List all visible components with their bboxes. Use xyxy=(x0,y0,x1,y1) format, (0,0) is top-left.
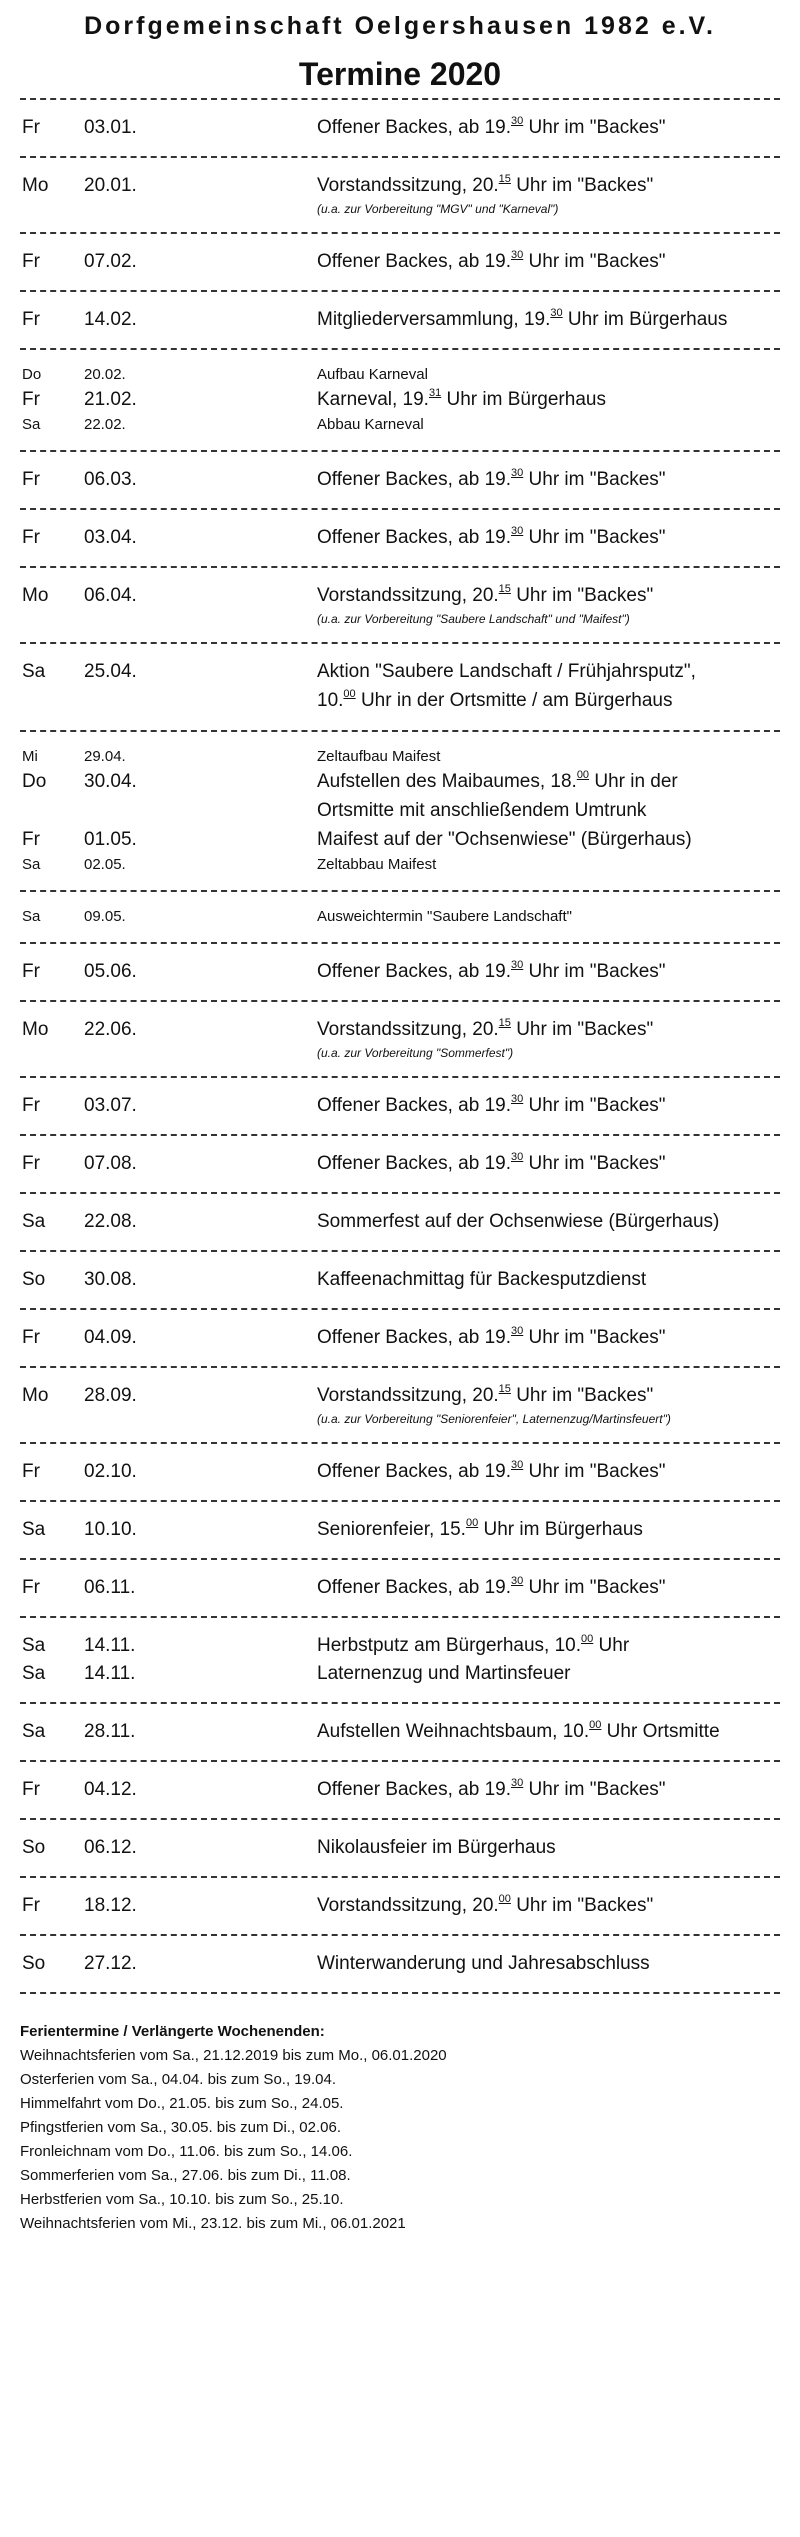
event-text-part: Ausweichtermin "Saubere Landschaft" xyxy=(317,908,572,925)
event-row xyxy=(20,1382,780,1410)
event-date: 14.02. xyxy=(84,309,137,330)
event-entry xyxy=(20,1878,780,1934)
event-description-continued xyxy=(317,686,780,716)
event-date: 06.04. xyxy=(84,585,137,606)
event-row xyxy=(20,658,780,686)
event-date: 30.04. xyxy=(84,771,137,792)
event-description xyxy=(317,1834,780,1862)
time-minutes: 30 xyxy=(511,1151,524,1163)
weekday: Fr xyxy=(22,117,40,138)
event-date: 02.05. xyxy=(84,856,126,873)
event-date: 03.04. xyxy=(84,527,137,548)
event-note: (u.a. zur Vorbereitung "Seniorenfeier", Laternenzug/Martinsfeuert") xyxy=(317,1412,671,1426)
weekday: Fr xyxy=(22,829,40,850)
event-row xyxy=(20,1208,780,1236)
event-text-part: Herbstputz am Bürgerhaus, 10. xyxy=(317,1635,582,1656)
event-entry xyxy=(20,452,780,508)
weekday: Fr xyxy=(22,309,40,330)
holiday-list xyxy=(20,2044,780,2236)
event-entry xyxy=(20,510,780,566)
event-date: 14.11. xyxy=(84,1663,136,1684)
event-description xyxy=(317,1092,780,1120)
time-minutes: 30 xyxy=(511,525,524,537)
weekday: Do xyxy=(22,771,47,792)
holiday-item: Weihnachtsferien vom Mi., 23.12. bis zum Mi., 06.01.2021 xyxy=(20,2215,406,2232)
event-row xyxy=(20,1718,780,1746)
event-date: 22.08. xyxy=(84,1211,137,1232)
event-text-part: Aufstellen des Maibaumes, 18. xyxy=(317,771,577,792)
event-text-part: Aktion "Saubere Landschaft / Frühjahrsputz", xyxy=(317,661,696,682)
event-description xyxy=(317,826,780,854)
event-date: 27.12. xyxy=(84,1953,137,1974)
event-description xyxy=(317,1266,780,1294)
event-date: 10.10. xyxy=(84,1519,137,1540)
event-text-part: Uhr im "Backes" xyxy=(510,1895,654,1916)
weekday: Fr xyxy=(22,1327,40,1348)
event-description xyxy=(317,172,780,200)
event-note: (u.a. zur Vorbereitung "Sommerfest") xyxy=(317,1046,514,1060)
event-text-part: Uhr in der Ortsmitte / am Bürgerhaus xyxy=(355,690,673,711)
event-description xyxy=(317,364,780,386)
event-text-part: Offener Backes, ab 19. xyxy=(317,117,511,138)
event-text-part: Offener Backes, ab 19. xyxy=(317,1327,511,1348)
time-minutes: 15 xyxy=(498,173,511,185)
event-text-part: Offener Backes, ab 19. xyxy=(317,1461,511,1482)
weekday: Mo xyxy=(22,1385,49,1406)
event-entry xyxy=(20,292,780,348)
event-entry xyxy=(20,732,780,890)
event-description xyxy=(317,1718,780,1746)
event-row xyxy=(20,1266,780,1294)
event-row xyxy=(20,386,780,414)
event-row xyxy=(20,364,780,386)
weekday: Fr xyxy=(22,1577,40,1598)
event-text-part: Aufstellen Weihnachtsbaum, 10. xyxy=(317,1721,590,1742)
event-date: 22.02. xyxy=(84,416,126,433)
event-date: 03.07. xyxy=(84,1095,137,1116)
event-text-part: Uhr im "Backes" xyxy=(523,251,666,272)
event-date: 03.01. xyxy=(84,117,137,138)
event-entry xyxy=(20,1704,780,1760)
event-description-continued xyxy=(317,796,780,826)
event-text-part: Offener Backes, ab 19. xyxy=(317,1779,511,1800)
event-text-part: Uhr im Bürgerhaus xyxy=(441,389,606,410)
event-text-part: Uhr im "Backes" xyxy=(510,1019,654,1040)
holiday-item: Sommerferien vom Sa., 27.06. bis zum Di., 11.08. xyxy=(20,2167,351,2184)
event-text-part: Vorstandssitzung, 20. xyxy=(317,585,499,606)
weekday: So xyxy=(22,1269,46,1290)
event-description xyxy=(317,1150,780,1178)
event-description xyxy=(317,1458,780,1486)
weekday: Do xyxy=(22,366,42,383)
weekday: Fr xyxy=(22,389,40,410)
event-date: 06.12. xyxy=(84,1837,137,1858)
weekday: Sa xyxy=(22,908,41,925)
event-row xyxy=(20,768,780,796)
event-description xyxy=(317,1208,780,1236)
time-minutes: 30 xyxy=(511,1325,524,1337)
event-entry xyxy=(20,100,780,156)
event-row xyxy=(20,114,780,142)
event-entry xyxy=(20,1502,780,1558)
holiday-section xyxy=(20,2020,780,2236)
event-text-part: Zeltaufbau Maifest xyxy=(317,748,441,765)
event-description xyxy=(317,1632,780,1660)
event-description xyxy=(317,906,780,928)
holiday-item: Himmelfahrt vom Do., 21.05. bis zum So., 24.05. xyxy=(20,2095,344,2112)
event-description xyxy=(317,746,780,768)
event-text-part: Vorstandssitzung, 20. xyxy=(317,1895,499,1916)
holiday-item: Fronleichnam vom Do., 11.06. bis zum So., 14.06. xyxy=(20,2143,353,2160)
event-date: 28.09. xyxy=(84,1385,137,1406)
time-minutes: 30 xyxy=(550,307,563,319)
event-text-part: Offener Backes, ab 19. xyxy=(317,251,511,272)
event-text-part: Uhr im "Backes" xyxy=(523,961,666,982)
event-row xyxy=(20,1458,780,1486)
weekday: Sa xyxy=(22,416,41,433)
event-row xyxy=(20,854,780,876)
event-row xyxy=(20,1660,780,1688)
event-text-part: Nikolausfeier im Bürgerhaus xyxy=(317,1837,556,1858)
event-description xyxy=(317,1516,780,1544)
event-entry xyxy=(20,1368,780,1442)
event-row xyxy=(20,958,780,986)
event-entry xyxy=(20,234,780,290)
time-minutes: 30 xyxy=(511,1459,524,1471)
event-text-part: Uhr im "Backes" xyxy=(510,175,654,196)
event-description xyxy=(317,466,780,494)
weekday: Sa xyxy=(22,1211,46,1232)
weekday: Fr xyxy=(22,527,40,548)
event-entry xyxy=(20,1002,780,1076)
event-description xyxy=(317,306,780,334)
event-date: 01.05. xyxy=(84,829,137,850)
holiday-title: Ferientermine / Verlängerte Wochenenden: xyxy=(20,2023,325,2040)
time-minutes: 30 xyxy=(511,467,524,479)
event-description xyxy=(317,386,780,414)
event-date: 30.08. xyxy=(84,1269,137,1290)
document-header xyxy=(0,6,800,98)
event-entry xyxy=(20,1310,780,1366)
time-minutes: 00 xyxy=(343,688,356,700)
weekday: Fr xyxy=(22,961,40,982)
event-text-part: Sommerfest auf der Ochsenwiese (Bürgerhaus) xyxy=(317,1211,720,1232)
time-minutes: 30 xyxy=(511,959,524,971)
holiday-item: Osterferien vom Sa., 04.04. bis zum So., 19.04. xyxy=(20,2071,336,2088)
event-description xyxy=(317,1892,780,1920)
event-row xyxy=(20,1092,780,1120)
event-description xyxy=(317,1660,780,1688)
event-entry xyxy=(20,892,780,942)
event-row xyxy=(20,1834,780,1862)
time-minutes: 00 xyxy=(589,1719,602,1731)
event-description xyxy=(317,1324,780,1352)
event-row xyxy=(20,172,780,200)
event-entry xyxy=(20,1252,780,1308)
event-text-part: Kaffeenachmittag für Backesputzdienst xyxy=(317,1269,647,1290)
event-row xyxy=(20,248,780,276)
event-description xyxy=(317,658,780,686)
weekday: So xyxy=(22,1837,46,1858)
event-text-part: Zeltabbau Maifest xyxy=(317,856,437,873)
event-text-part: Abbau Karneval xyxy=(317,416,424,433)
weekday: Mo xyxy=(22,585,49,606)
event-text-part: Uhr im "Backes" xyxy=(523,1095,666,1116)
event-row xyxy=(20,466,780,494)
event-text-part: Uhr im "Backes" xyxy=(523,1461,666,1482)
event-text-part: Uhr im Bürgerhaus xyxy=(562,309,728,330)
event-description xyxy=(317,114,780,142)
weekday: Mi xyxy=(22,748,38,765)
event-text-part: Offener Backes, ab 19. xyxy=(317,961,511,982)
event-entry xyxy=(20,1936,780,1992)
event-description xyxy=(317,582,780,610)
event-date: 04.09. xyxy=(84,1327,137,1348)
event-date: 05.06. xyxy=(84,961,137,982)
event-description xyxy=(317,958,780,986)
weekday: Fr xyxy=(22,1461,40,1482)
time-minutes: 30 xyxy=(511,1093,524,1105)
event-entry xyxy=(20,944,780,1000)
weekday: Sa xyxy=(22,1519,46,1540)
event-text-part: Aufbau Karneval xyxy=(317,366,428,383)
event-text-part: Uhr im "Backes" xyxy=(523,117,666,138)
event-date: 20.02. xyxy=(84,366,126,383)
event-entry xyxy=(20,1444,780,1500)
page-title: Termine 2020 xyxy=(298,56,502,92)
event-list xyxy=(20,98,780,1994)
event-date: 14.11. xyxy=(84,1635,136,1656)
weekday: Fr xyxy=(22,1895,40,1916)
event-date: 22.06. xyxy=(84,1019,137,1040)
event-text-part: Karneval, 19. xyxy=(317,389,429,410)
event-row xyxy=(20,414,780,436)
event-row xyxy=(20,1516,780,1544)
weekday: Mo xyxy=(22,1019,49,1040)
event-row xyxy=(20,826,780,854)
event-entry xyxy=(20,1762,780,1818)
event-description xyxy=(317,768,780,796)
event-text-part: Ortsmitte mit anschließendem Umtrunk xyxy=(317,800,647,821)
time-minutes: 31 xyxy=(428,387,442,399)
event-row xyxy=(20,746,780,768)
weekday: Fr xyxy=(22,1153,40,1174)
event-date: 07.08. xyxy=(84,1153,137,1174)
event-row xyxy=(20,306,780,334)
event-row xyxy=(20,906,780,928)
event-description xyxy=(317,1574,780,1602)
time-minutes: 15 xyxy=(498,583,511,595)
weekday: Fr xyxy=(22,1779,40,1800)
weekday: Sa xyxy=(22,856,41,873)
time-minutes: 30 xyxy=(511,1575,524,1587)
event-date: 06.03. xyxy=(84,469,137,490)
event-text-part: Winterwanderung und Jahresabschluss xyxy=(317,1953,650,1974)
event-description xyxy=(317,414,780,436)
holiday-item: Herbstferien vom Sa., 10.10. bis zum So., 25.10. xyxy=(20,2191,344,2208)
event-text-part: Uhr in der xyxy=(589,771,678,792)
event-date: 04.12. xyxy=(84,1779,137,1800)
event-date: 29.04. xyxy=(84,748,126,765)
event-text-part: Laternenzug und Martinsfeuer xyxy=(317,1663,571,1684)
event-entry xyxy=(20,1194,780,1250)
event-description xyxy=(317,524,780,552)
holiday-item: Weihnachtsferien vom Sa., 21.12.2019 bis zum Mo., 06.01.2020 xyxy=(20,2047,447,2064)
event-date: 21.02. xyxy=(84,389,137,410)
weekday: Sa xyxy=(22,1721,46,1742)
event-row xyxy=(20,1016,780,1044)
time-minutes: 00 xyxy=(581,1633,594,1645)
event-row xyxy=(20,1150,780,1178)
event-description xyxy=(317,1016,780,1044)
time-minutes: 30 xyxy=(511,249,524,261)
event-note: (u.a. zur Vorbereitung "MGV" und "Karneval") xyxy=(317,202,559,216)
event-text-part: Uhr im "Backes" xyxy=(523,1779,666,1800)
event-date: 06.11. xyxy=(84,1577,136,1598)
event-row xyxy=(20,1892,780,1920)
event-text-part: Uhr Ortsmitte xyxy=(601,1721,720,1742)
time-minutes: 00 xyxy=(498,1893,511,1905)
event-text-part: Uhr im "Backes" xyxy=(523,1577,666,1598)
event-text-part: Vorstandssitzung, 20. xyxy=(317,1385,499,1406)
event-text-part: Offener Backes, ab 19. xyxy=(317,469,511,490)
event-row xyxy=(20,1950,780,1978)
weekday: Sa xyxy=(22,661,46,682)
event-description xyxy=(317,248,780,276)
event-description xyxy=(317,854,780,876)
organization-name: Dorfgemeinschaft Oelgershausen 1982 e.V. xyxy=(84,12,716,40)
event-text-part: Offener Backes, ab 19. xyxy=(317,1095,511,1116)
event-text-part: Uhr im "Backes" xyxy=(523,1153,666,1174)
time-minutes: 15 xyxy=(498,1383,511,1395)
event-date: 18.12. xyxy=(84,1895,137,1916)
event-entry xyxy=(20,1560,780,1616)
event-row xyxy=(20,582,780,610)
event-row xyxy=(20,1574,780,1602)
time-minutes: 15 xyxy=(498,1017,511,1029)
weekday: Fr xyxy=(22,251,40,272)
event-text-part: Uhr xyxy=(593,1635,630,1656)
event-row xyxy=(20,524,780,552)
event-entry xyxy=(20,1078,780,1134)
weekday: Mo xyxy=(22,175,49,196)
event-description xyxy=(317,1950,780,1978)
event-date: 20.01. xyxy=(84,175,137,196)
event-note: (u.a. zur Vorbereitung "Saubere Landschaft" und "Maifest") xyxy=(317,612,630,626)
time-minutes: 00 xyxy=(576,769,590,781)
weekday: Fr xyxy=(22,469,40,490)
event-entry xyxy=(20,568,780,642)
weekday: Fr xyxy=(22,1095,40,1116)
event-text-part: Seniorenfeier, 15. xyxy=(317,1519,466,1540)
weekday: Sa xyxy=(22,1663,46,1684)
time-minutes: 00 xyxy=(465,1517,479,1529)
event-entry xyxy=(20,1618,780,1702)
event-text-part: Uhr im "Backes" xyxy=(510,585,654,606)
event-text-part: Uhr im "Backes" xyxy=(523,1327,666,1348)
time-minutes: 30 xyxy=(511,115,524,127)
event-text-part: Vorstandssitzung, 20. xyxy=(317,1019,499,1040)
event-date: 02.10. xyxy=(84,1461,137,1482)
event-date: 07.02. xyxy=(84,251,137,272)
dashed-separator xyxy=(20,1992,780,1994)
event-text-part: Uhr im "Backes" xyxy=(523,469,666,490)
event-text-part: Offener Backes, ab 19. xyxy=(317,1153,511,1174)
event-text-part: Maifest auf der "Ochsenwiese" (Bürgerhaus) xyxy=(317,829,692,850)
event-entry xyxy=(20,644,780,730)
event-text-part: Uhr im Bürgerhaus xyxy=(478,1519,643,1540)
event-description xyxy=(317,1382,780,1410)
event-entry xyxy=(20,1820,780,1876)
event-entry xyxy=(20,1136,780,1192)
event-date: 25.04. xyxy=(84,661,137,682)
event-entry xyxy=(20,350,780,450)
event-row xyxy=(20,1776,780,1804)
event-text-part: Uhr im "Backes" xyxy=(510,1385,654,1406)
weekday: So xyxy=(22,1953,46,1974)
event-text-part: Uhr im "Backes" xyxy=(523,527,666,548)
event-description xyxy=(317,1776,780,1804)
event-text-part: Offener Backes, ab 19. xyxy=(317,1577,511,1598)
event-row xyxy=(20,1632,780,1660)
event-entry xyxy=(20,158,780,232)
time-minutes: 30 xyxy=(511,1777,524,1789)
event-date: 09.05. xyxy=(84,908,126,925)
event-text-part: 10. xyxy=(317,690,344,711)
weekday: Sa xyxy=(22,1635,46,1656)
event-date: 28.11. xyxy=(84,1721,136,1742)
event-text-part: Offener Backes, ab 19. xyxy=(317,527,511,548)
event-text-part: Vorstandssitzung, 20. xyxy=(317,175,499,196)
event-text-part: Mitgliederversammlung, 19. xyxy=(317,309,551,330)
holiday-item: Pfingstferien vom Sa., 30.05. bis zum Di., 02.06. xyxy=(20,2119,341,2136)
event-row xyxy=(20,1324,780,1352)
